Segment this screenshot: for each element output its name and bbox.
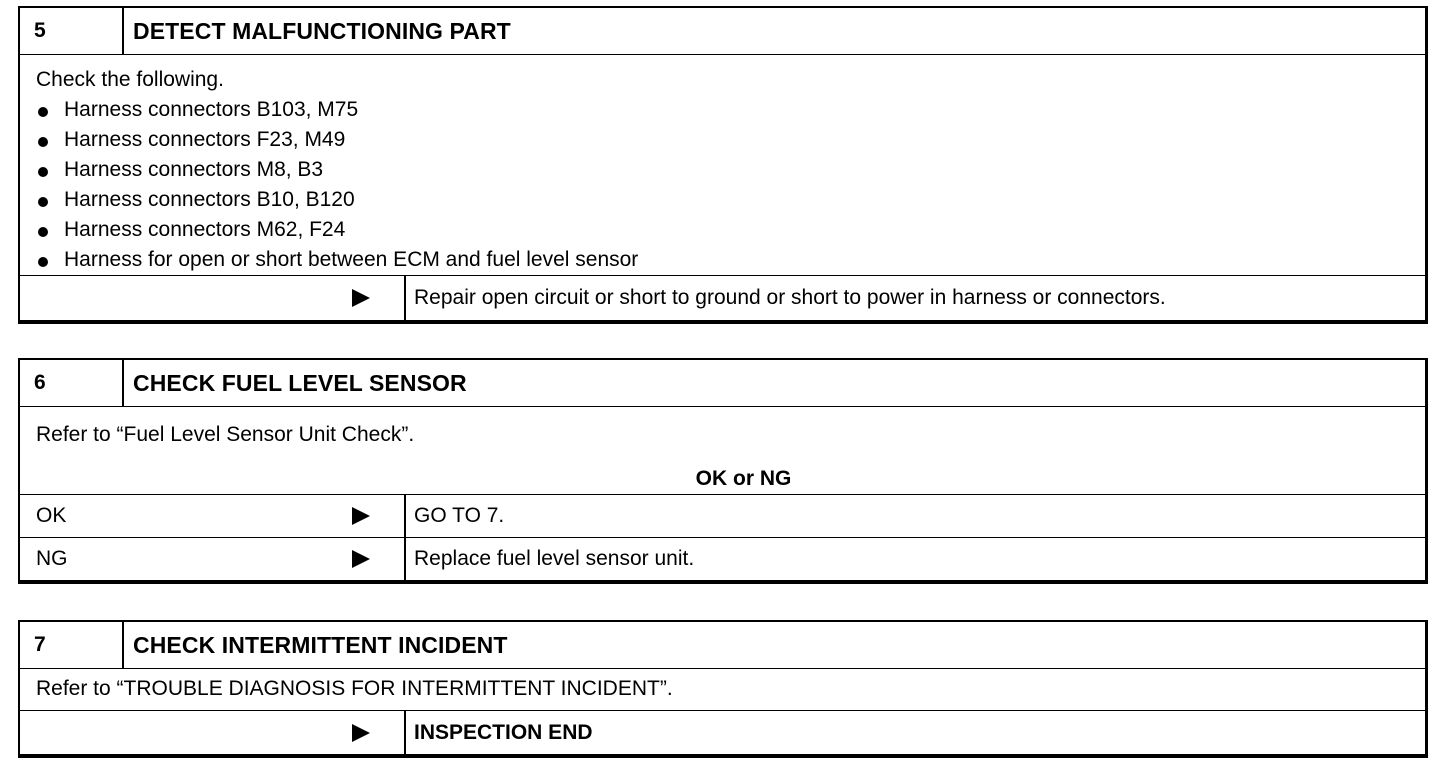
step-number: 7 <box>20 622 124 668</box>
arrow-right-icon <box>352 550 370 568</box>
result-condition: NG <box>20 538 406 580</box>
bullet-icon <box>38 137 48 147</box>
result-condition <box>20 276 406 320</box>
result-row <box>20 276 1425 320</box>
step-title: DETECT MALFUNCTIONING PART <box>133 17 511 44</box>
step-body <box>20 55 1425 276</box>
arrow-right-icon <box>352 507 370 525</box>
step-intro: Check the following. <box>36 68 224 91</box>
list-item: Harness connectors M62, F24 <box>36 215 1411 245</box>
step-7-table <box>18 620 1428 758</box>
result-condition: OK <box>20 495 406 537</box>
list-item: Harness for open or short between ECM and fuel level sensor <box>36 245 1411 275</box>
list-item: Harness connectors F23, M49 <box>36 125 1411 155</box>
step-title: CHECK FUEL LEVEL SENSOR <box>133 369 467 396</box>
check-list <box>36 95 1411 275</box>
result-row-ok <box>20 495 1425 538</box>
step-body <box>20 407 1425 495</box>
ok-ng-question: OK or NG <box>695 467 792 490</box>
step-intro: Refer to “Fuel Level Sensor Unit Check”. <box>36 423 415 446</box>
result-row <box>20 711 1425 754</box>
step-header <box>20 360 1425 407</box>
result-action: Repair open circuit or short to ground or short to power in harness or connectors. <box>414 286 1166 309</box>
arrow-right-icon <box>352 289 370 307</box>
result-action: INSPECTION END <box>414 720 593 744</box>
bullet-icon <box>38 227 48 237</box>
bullet-icon <box>38 257 48 267</box>
step-body <box>20 669 1425 711</box>
step-header <box>20 622 1425 669</box>
step-number: 6 <box>20 360 124 406</box>
bullet-icon <box>38 167 48 177</box>
list-item: Harness connectors M8, B3 <box>36 155 1411 185</box>
bullet-icon <box>38 107 48 117</box>
result-action: GO TO 7. <box>414 504 505 527</box>
result-row-ng <box>20 538 1425 580</box>
list-item: Harness connectors B103, M75 <box>36 95 1411 125</box>
step-number: 5 <box>20 8 124 54</box>
step-5-table <box>18 6 1428 324</box>
bullet-icon <box>38 197 48 207</box>
result-condition <box>20 711 406 754</box>
step-title: CHECK INTERMITTENT INCIDENT <box>133 631 508 658</box>
step-6-table <box>18 358 1428 584</box>
arrow-right-icon <box>352 724 370 742</box>
step-header <box>20 8 1425 55</box>
list-item: Harness connectors B10, B120 <box>36 185 1411 215</box>
step-intro: Refer to “TROUBLE DIAGNOSIS FOR INTERMITTENT INCIDENT”. <box>36 677 673 700</box>
result-action: Replace fuel level sensor unit. <box>414 547 695 570</box>
